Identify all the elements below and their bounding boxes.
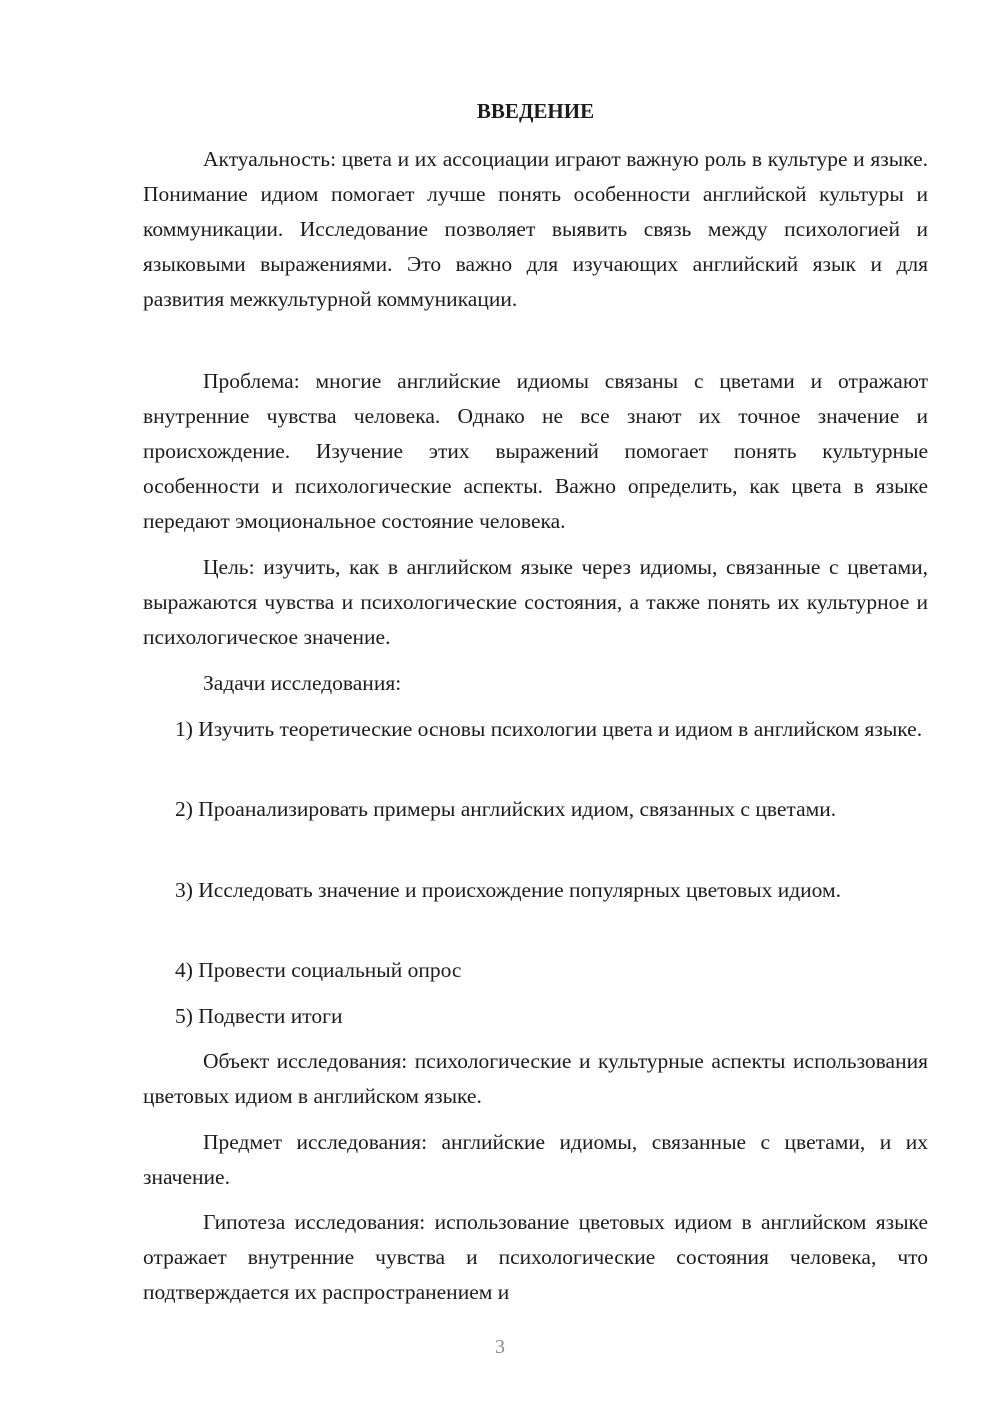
task-item-5: 5) Подвести итоги	[175, 1004, 343, 1028]
paragraph-subject: Предмет исследования: английские идиомы, связанные с цветами, и их значение.	[143, 1130, 928, 1189]
task-item-3: 3) Исследовать значение и происхождение популярных цветовых идиом.	[175, 878, 841, 902]
tasks-heading: Задачи исследования:	[203, 671, 402, 695]
task-item-2: 2) Проанализировать примеры английских идиом, связанных с цветами.	[175, 797, 837, 821]
paragraph-object: Объект исследования: психологические и культурные аспекты использования цветовых идиом в английском языке.	[143, 1049, 928, 1108]
task-item-1: 1) Изучить теоретические основы психологии цвета и идиом в английском языке.	[175, 717, 923, 741]
paragraph-goal: Цель: изучить, как в английском языке через идиомы, связанные с цветами, выражаются чувства и психологические состояния, а также понять их культурное и психологическое значение.	[143, 555, 928, 649]
page-title: ВВЕДЕНИЕ	[476, 99, 595, 123]
paragraph-hypothesis: Гипотеза исследования: использование цветовых идиом в английском языке отражает внутренние чувства и психологические состояния человека, что подтверждается их распространением и	[143, 1210, 928, 1304]
task-item-4: 4) Провести социальный опрос	[175, 958, 462, 982]
paragraph-relevance: Актуальность: цвета и их ассоциации играют важную роль в культуре и языке. Понимание идиом помогает лучше понять особенности английской культуры и коммуникации. Исследование позволяет выявить связь между психологией и языковыми выражениями. Это важно для изучающих английский язык и для развития межкультурной коммуникации.	[143, 147, 928, 311]
page-number: 3	[495, 1336, 505, 1358]
paragraph-problem: Проблема: многие английские идиомы связаны с цветами и отражают внутренние чувства человека. Однако не все знают их точное значение и происхождение. Изучение этих выражений помогает понять культурные особенности и психологические аспекты. Важно определить, как цвета в языке передают эмоциональное состояние человека.	[143, 369, 928, 533]
